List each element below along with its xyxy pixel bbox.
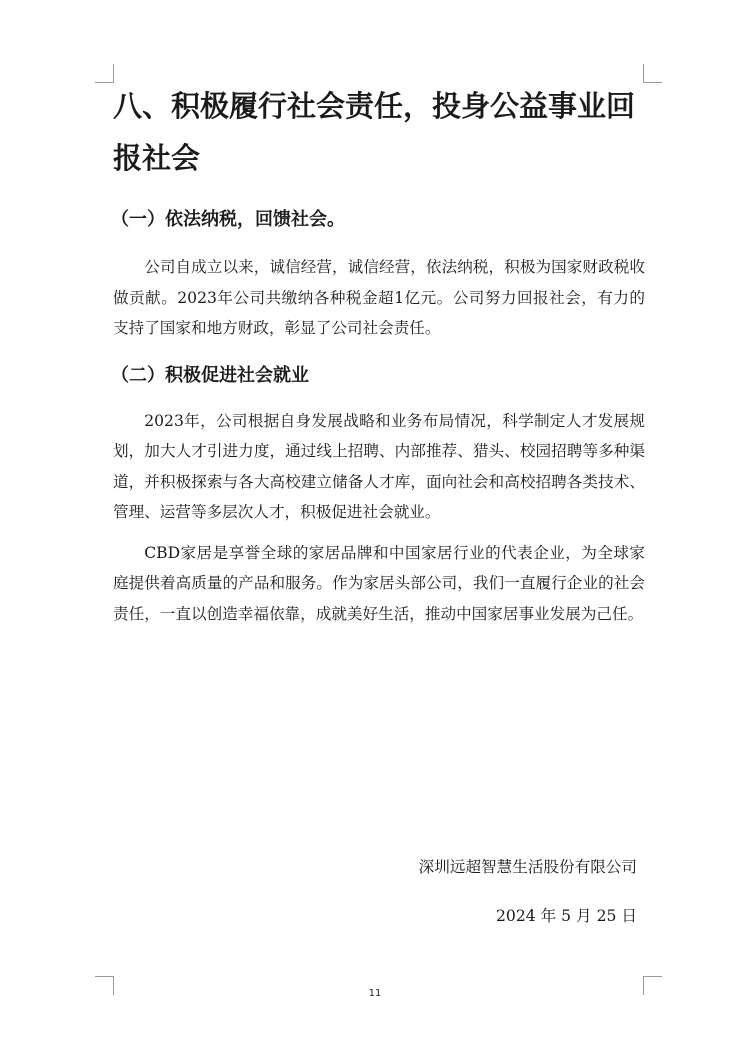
crop-mark-top-left [95,64,114,83]
page-number: 11 [368,988,382,999]
signature-date: 2024 年 5 月 25 日 [495,907,637,925]
paragraph-tax: 公司自成立以来，诚信经营，诚信经营，依法纳税，积极为国家财政税收做贡献。2023年公司共缴纳各种税金超1亿元。公司努力回报社会，有力的支持了国家和地方财政，彰显了公司社会责任。 [113,258,645,337]
paragraph-employment: 2023年，公司根据自身发展战略和业务布局情况，科学制定人才发展规划，加大人才引进力度，通过线上招聘、内部推荐、猎头、校园招聘等多种渠道，并积极探索与各大高校建立储备人才库，面向社会和高校招聘各类技术、管理、运营等多层次人才，积极促进社会就业。 [113,411,645,521]
signature-company: 深圳远超智慧生活股份有限公司 [418,858,637,876]
paragraph-company-intro: CBD家居是享誉全球的家居品牌和中国家居行业的代表企业，为全球家庭提供着高质量的产品和服务。作为家居头部公司，我们一直履行企业的社会责任，一直以创造幸福依靠，成就美好生活，推动中国家居事业发展为己任。 [113,543,645,623]
subsection-heading-tax: （一）依法纳税，回馈社会。 [111,209,345,230]
page-body [113,80,645,629]
subsection-heading-employment: （二）积极促进社会就业 [111,364,309,386]
section-title: 八、积极履行社会责任，投身公益事业回报社会 [113,89,636,175]
crop-mark-top-right [643,64,662,83]
